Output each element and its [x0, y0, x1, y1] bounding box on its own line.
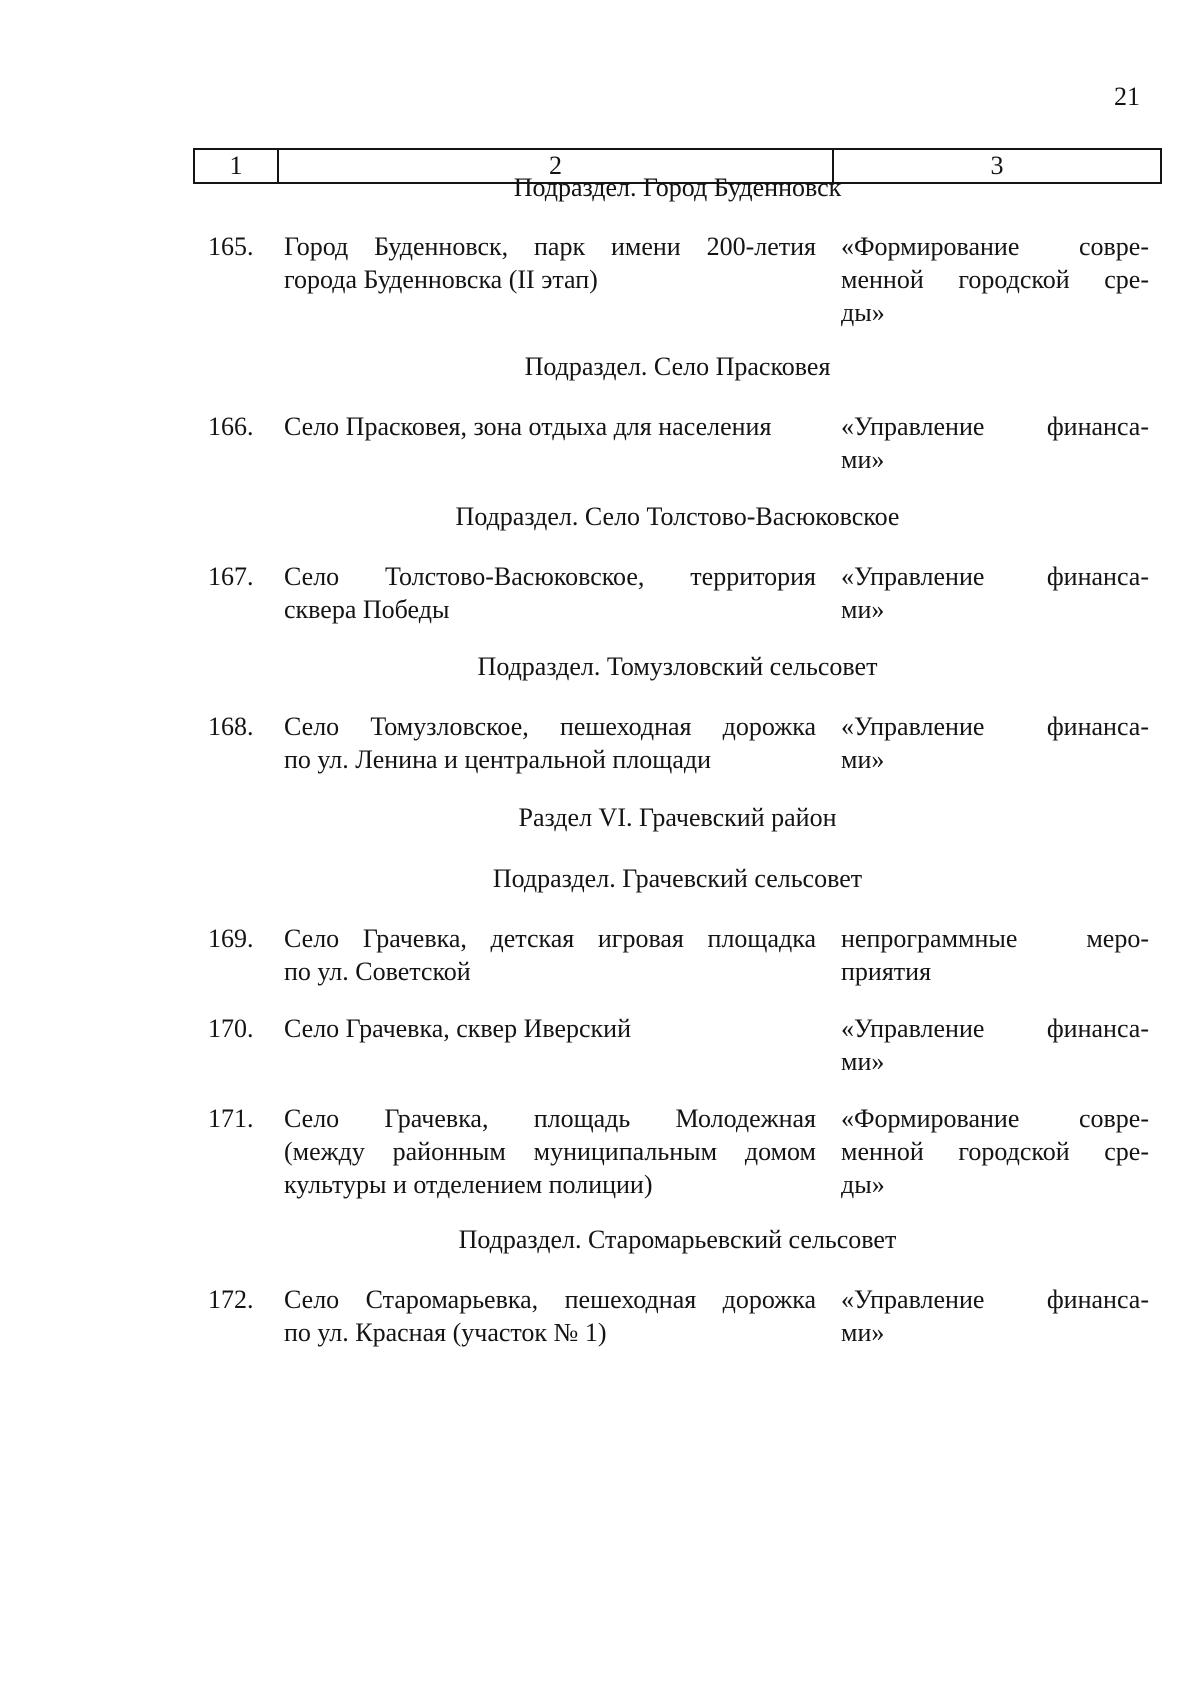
program-line: ми»	[841, 445, 885, 474]
program-line: менной городской сре-	[841, 1137, 1149, 1166]
object-description	[284, 1012, 816, 1045]
column-header-1: 1	[195, 150, 279, 182]
description-line: Село Грачевка, детская игровая площадка	[284, 924, 816, 953]
object-description	[284, 410, 816, 443]
column-header-2: 2	[279, 150, 834, 182]
program-line: «Управление финанса-	[841, 1285, 1149, 1314]
description-line: по ул. Советской	[284, 957, 471, 986]
row-number: 170.	[208, 1014, 254, 1043]
program-name	[841, 560, 1149, 626]
subsection-heading-staromaryevsky: Подраздел. Старомарьевский сельсовет	[458, 1225, 897, 1254]
program-line: «Формирование совре-	[841, 1104, 1149, 1133]
description-line: города Буденновска (II этап)	[284, 265, 598, 294]
description-line: по ул. Красная (участок № 1)	[284, 1318, 607, 1347]
program-name	[841, 1012, 1149, 1078]
description-line: Село Прасковея, зона отдыха для населения	[284, 412, 772, 441]
program-line: «Управление финанса-	[841, 412, 1149, 441]
object-description	[284, 922, 816, 988]
program-line: ды»	[841, 298, 885, 327]
description-line: Село Толстово-Васюковское, территория	[284, 562, 816, 591]
subsection-heading-budennovsk: Подраздел. Город Буденновск	[513, 173, 842, 202]
program-line: «Управление финанса-	[841, 712, 1149, 741]
program-line: непрограммные меро-	[841, 924, 1149, 953]
program-line: «Управление финанса-	[841, 562, 1149, 591]
row-number: 167.	[208, 562, 254, 591]
program-line: «Формирование совре-	[841, 232, 1149, 261]
object-description	[284, 230, 816, 296]
section-heading-grachevsky-district: Раздел VI. Грачевский район	[518, 803, 837, 832]
program-name	[841, 922, 1149, 988]
program-line: ми»	[841, 595, 885, 624]
program-name	[841, 1102, 1149, 1201]
description-line: (между районным муниципальным домом	[284, 1137, 816, 1166]
program-line: ды»	[841, 1170, 885, 1199]
object-description	[284, 560, 816, 626]
description-line: Село Грачевка, сквер Иверский	[284, 1014, 632, 1043]
row-number: 171.	[208, 1104, 254, 1133]
description-line: по ул. Ленина и центральной площади	[284, 745, 712, 774]
object-description	[284, 710, 816, 776]
program-line: «Управление финанса-	[841, 1014, 1149, 1043]
program-line: ми»	[841, 745, 885, 774]
row-number: 169.	[208, 924, 254, 953]
subsection-heading-tomuzlovsky: Подраздел. Томузловский сельсовет	[477, 652, 878, 681]
subsection-heading-tolstovo: Подраздел. Село Толстово-Васюковское	[455, 502, 900, 531]
program-line: менной городской сре-	[841, 265, 1149, 294]
object-description	[284, 1283, 816, 1349]
row-number: 166.	[208, 412, 254, 441]
description-line: сквера Победы	[284, 595, 450, 624]
description-line: Село Старомарьевка, пешеходная дорожка	[284, 1285, 816, 1314]
description-line: культуры и отделением полиции)	[284, 1170, 653, 1199]
row-number: 165.	[208, 232, 254, 261]
program-line: приятия	[841, 957, 932, 986]
description-line: Село Томузловское, пешеходная дорожка	[284, 712, 816, 741]
program-name	[841, 710, 1149, 776]
page-number: 21	[1114, 82, 1140, 111]
subsection-heading-grachevsky: Подраздел. Грачевский сельсовет	[492, 864, 863, 893]
program-name	[841, 410, 1149, 476]
row-number: 172.	[208, 1285, 254, 1314]
program-line: ми»	[841, 1047, 885, 1076]
object-description	[284, 1102, 816, 1201]
program-name	[841, 1283, 1149, 1349]
subsection-heading-praskoveya: Подраздел. Село Прасковея	[524, 352, 831, 381]
row-number: 168.	[208, 712, 254, 741]
description-line: Село Грачевка, площадь Молодежная	[284, 1104, 816, 1133]
program-line: ми»	[841, 1318, 885, 1347]
description-line: Город Буденновск, парк имени 200-летия	[284, 232, 816, 261]
program-name	[841, 230, 1149, 329]
column-header-3: 3	[990, 151, 1004, 180]
